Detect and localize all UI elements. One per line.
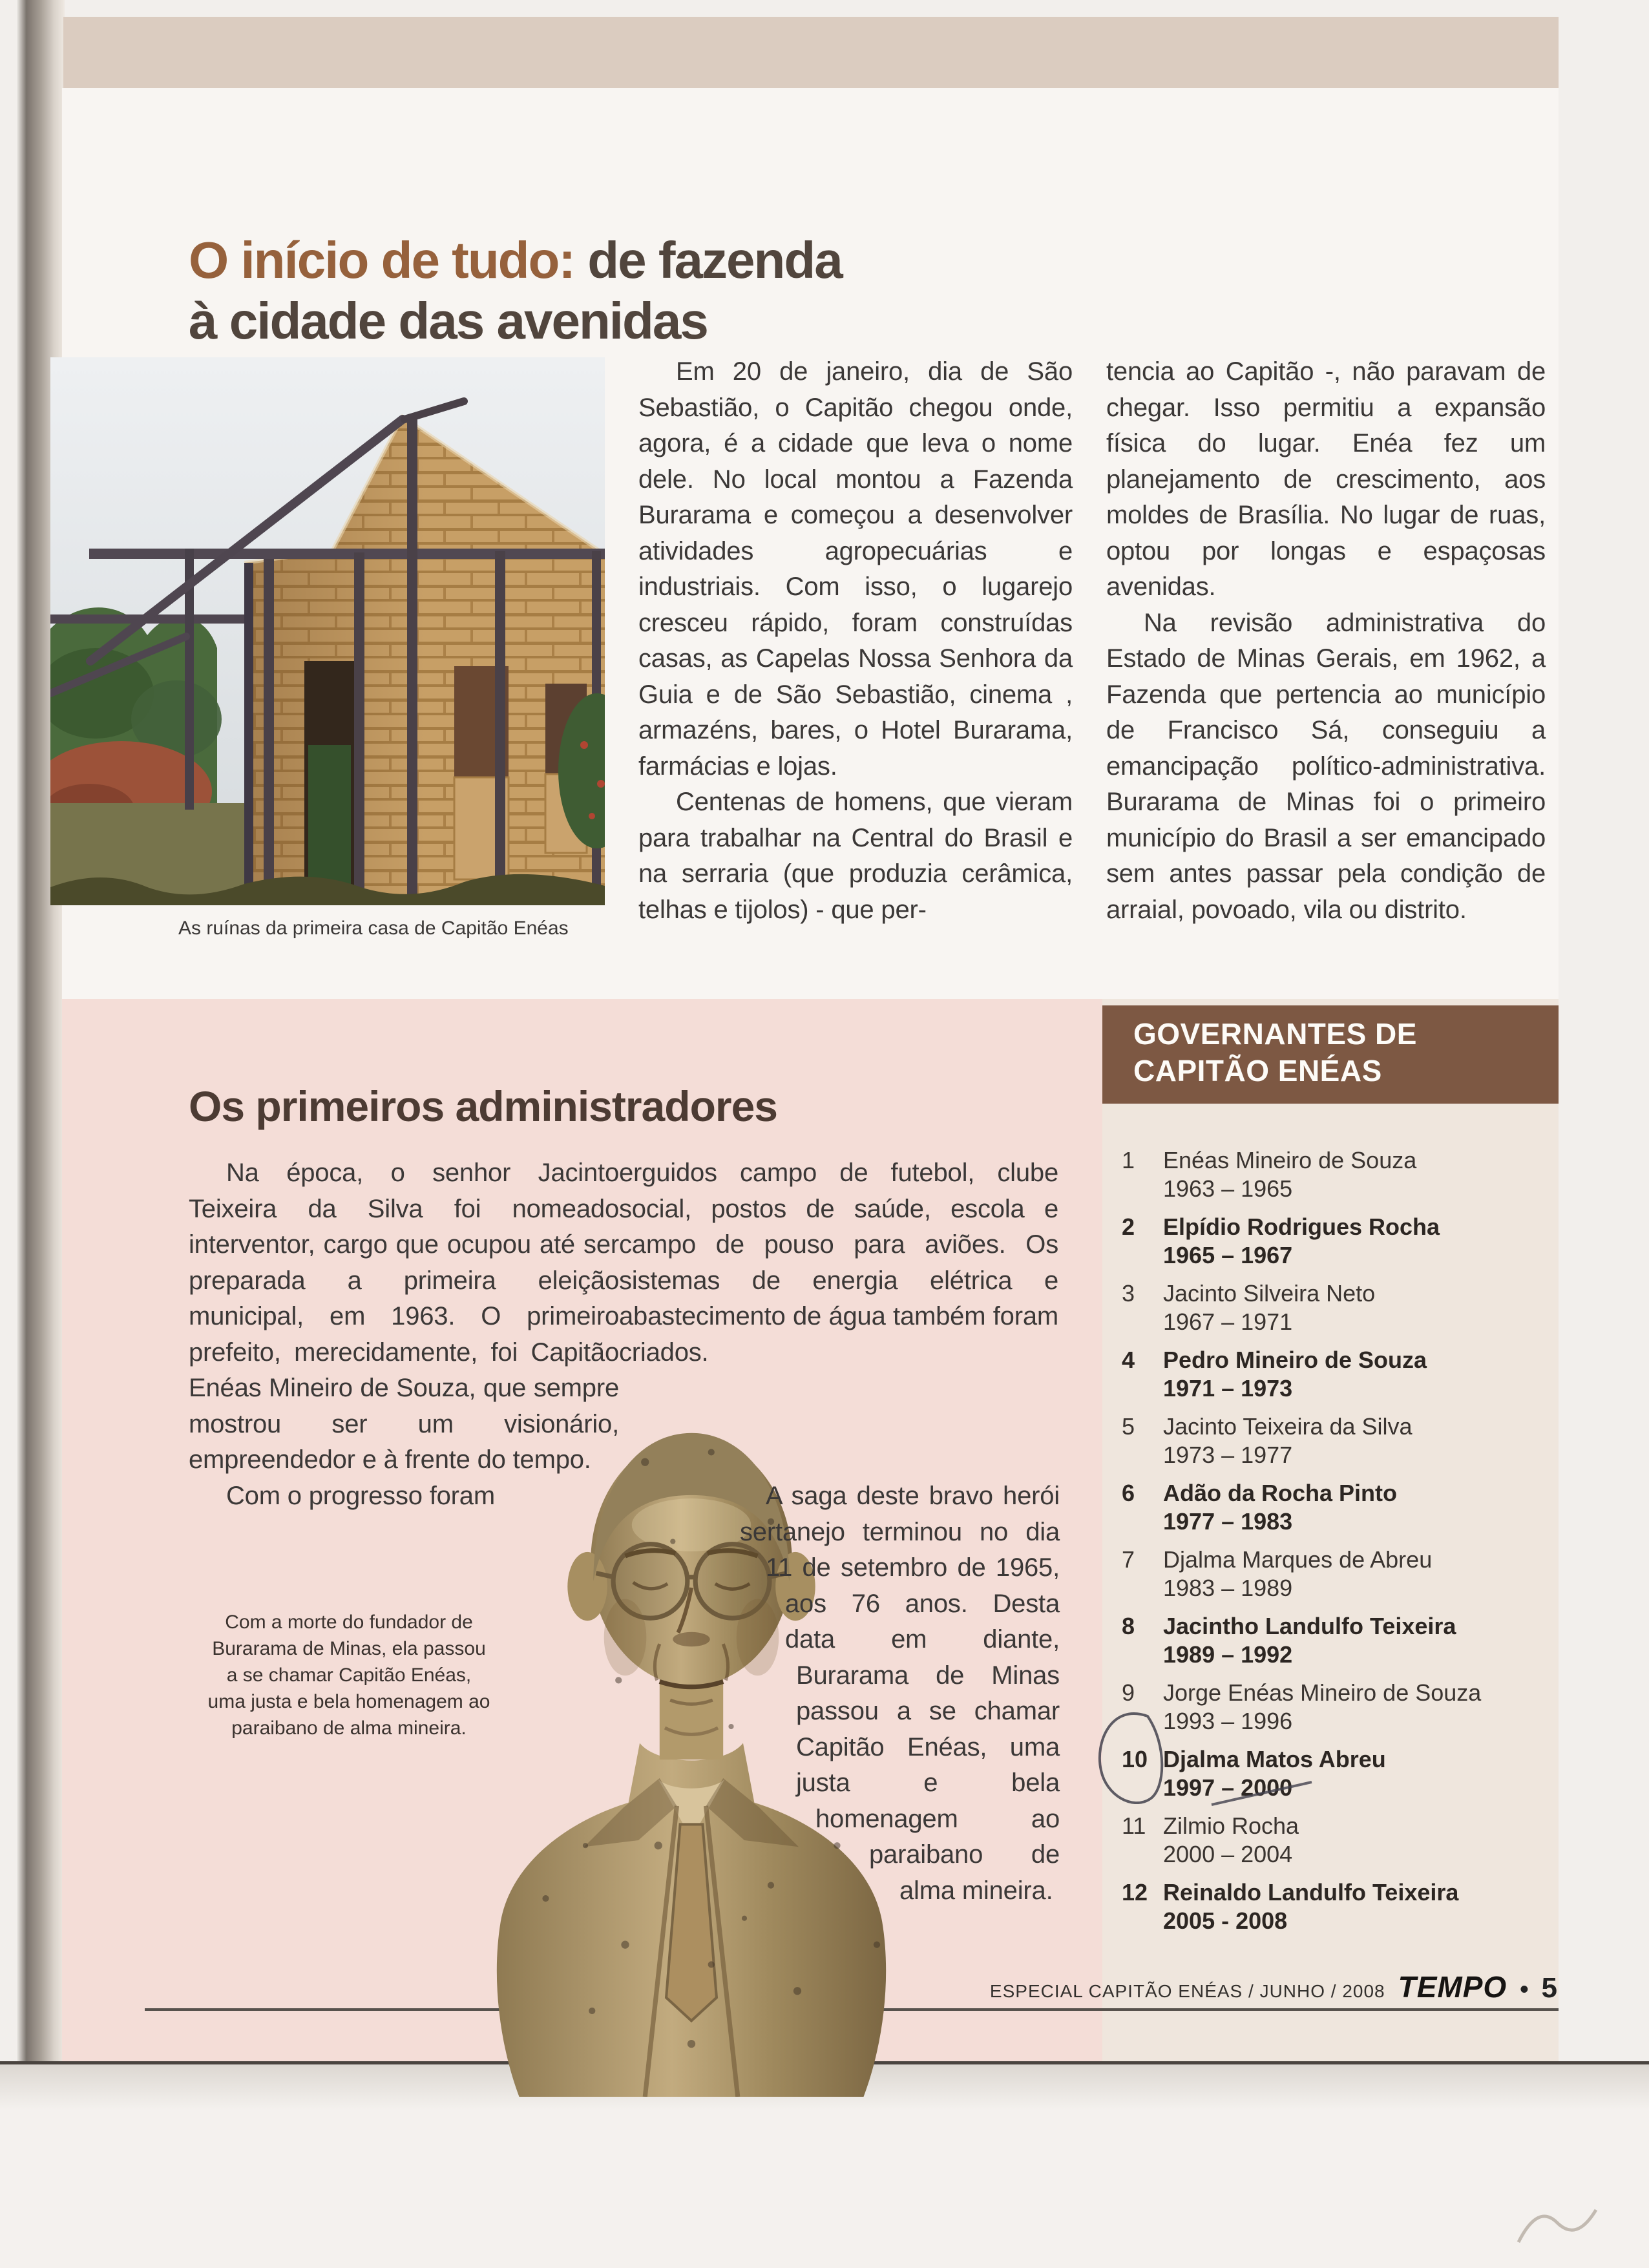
article2-column-middle [619, 1155, 1058, 1370]
governor-years: 1989 – 1992 [1163, 1641, 1293, 1668]
governor-number: 2 [1122, 1213, 1135, 1240]
governor-number: 12 [1122, 1879, 1148, 1906]
governor-row [1122, 1479, 1548, 1536]
governor-number: 7 [1122, 1546, 1135, 1573]
section-heading: Os primeiros administradores [189, 1082, 777, 1130]
footer-separator: • [1520, 1976, 1529, 2003]
governor-years: 1977 – 1983 [1163, 1508, 1293, 1535]
wrap-spacer [672, 1478, 740, 1550]
governor-years: 1963 – 1965 [1163, 1175, 1293, 1202]
wrap-spacer [672, 1838, 869, 1874]
governor-name: Enéas Mineiro de Souza [1163, 1147, 1417, 1173]
paragraph: Na época, o senhor Jacinto Teixeira da Silva foi nomeado interventor, cargo que ocupou até ser preparada a primeira eleição municipal, em 1963. O primeiro prefeito, merecidamente, foi Capitão Enéas Mineiro de Souza, que sempre mostrou ser um visionário, empreendedor e à frente do tempo. [189, 1159, 619, 1474]
bust-caption: Com a morte do fundador de Burarama de Minas, ela passou a se chamar Capitão Enéas, uma justa e bela homenagem ao paraibano de alma mineira. [207, 1612, 490, 1739]
governor-number: 6 [1122, 1480, 1135, 1506]
page-spine-shadow [17, 0, 65, 2268]
paragraph: tencia ao Capitão -, não paravam de chegar. Isso permitiu a expansão física do lugar. Enéa fez um planejamento de crescimento, aos moldes de Brasília. No lugar de ruas, optou por longas e espaçosas avenidas. [1106, 357, 1546, 601]
paragraph: A saga deste bravo herói sertanejo terminou no dia 11 de setembro de 1965, aos 76 anos. Desta data em diante, Burarama de Minas passou a se chamar Capitão Enéas, uma justa e bela homenagem ao paraibano de alma mineira. [740, 1482, 1060, 1905]
governor-row [1122, 1679, 1548, 1736]
governor-years: 2000 – 2004 [1163, 1841, 1293, 1867]
governor-name: Reinaldo Landulfo Teixeira [1163, 1879, 1459, 1906]
paragraph: Na revisão administrativa do Estado de Minas Gerais, em 1962, a Fazenda que pertencia ao município de Francisco Sá, conseguiu a emancipação político-administrativa. Burarama de Minas foi o primeiro município do Brasil a ser emancipado sem antes passar pela condição de arraial, povoado, vila ou distrito. [1106, 608, 1546, 924]
governor-name: Elpídio Rodrigues Rocha [1163, 1213, 1440, 1240]
governor-row [1122, 1878, 1548, 1935]
governor-name: Djalma Marques de Abreu [1163, 1546, 1433, 1573]
governor-row [1122, 1745, 1548, 1802]
governor-row [1122, 1812, 1548, 1869]
ruins-photo [50, 357, 605, 905]
governor-row [1122, 1412, 1548, 1469]
wrap-spacer [672, 1874, 899, 1984]
governor-number: 5 [1122, 1413, 1135, 1440]
governor-row [1122, 1612, 1548, 1669]
governor-years: 1993 – 1996 [1163, 1708, 1293, 1734]
photo-caption: As ruínas da primeira casa de Capitão Enéas [178, 918, 569, 939]
footer-issue-text: ESPECIAL CAPITÃO ENÉAS / JUNHO / 2008 [989, 1981, 1385, 2001]
governor-years: 1967 – 1971 [1163, 1308, 1293, 1335]
pen-strike-mark [1208, 1776, 1318, 1811]
sidebar-header [1102, 1005, 1559, 1104]
governor-name: Jacinto Teixeira da Silva [1163, 1413, 1413, 1440]
governor-name: Jacintho Landulfo Teixeira [1163, 1613, 1456, 1639]
governor-row [1122, 1279, 1548, 1336]
wrap-spacer [672, 1801, 815, 1838]
wrap-spacer [672, 1658, 796, 1801]
pen-circle-mark [1091, 1707, 1168, 1804]
paragraph: Em 20 de janeiro, dia de São Sebastião, o Capitão chegou onde, agora, é a cidade que leva o nome dele. No local montou a Fazenda Burarama e começou a desenvolver atividades agropecuárias e industriais. Com isso, o lugarejo cresceu rápido, foram construídas casas, as Capelas Nossa Senhora da Guia e de São Sebastião, cinema , armazéns, bares, o Hotel Burarama, farmácias e lojas. [638, 357, 1073, 781]
governor-years: 1971 – 1973 [1163, 1375, 1293, 1402]
article2-wrap-column [672, 1478, 1060, 1984]
governor-row [1122, 1146, 1548, 1203]
governor-years: 2005 - 2008 [1163, 1907, 1288, 1934]
page-title-rest: de fazenda [574, 231, 842, 289]
governor-years: 1983 – 1989 [1163, 1575, 1293, 1601]
governor-number: 10 [1122, 1746, 1148, 1772]
paragraph: Com o progresso foram [226, 1481, 495, 1510]
governor-number: 1 [1122, 1147, 1135, 1173]
governor-name: Jorge Enéas Mineiro de Souza [1163, 1679, 1482, 1706]
governor-row [1122, 1546, 1548, 1602]
governor-name: Jacinto Silveira Neto [1163, 1280, 1376, 1307]
governor-years: 1973 – 1977 [1163, 1442, 1293, 1468]
governor-number: 3 [1122, 1280, 1135, 1307]
governor-row [1122, 1346, 1548, 1403]
page-number: 5 [1541, 1972, 1557, 2004]
scan-smudge [1512, 2190, 1602, 2255]
wrap-spacer [672, 1550, 766, 1586]
sidebar-header-line2: CAPITÃO ENÉAS [1133, 1054, 1382, 1087]
article1-column-right [1106, 354, 1546, 928]
governor-number: 4 [1122, 1347, 1135, 1373]
top-color-band [63, 17, 1559, 88]
governor-number: 9 [1122, 1679, 1135, 1706]
governor-number: 11 [1122, 1812, 1146, 1839]
sidebar-header-line1: GOVERNANTES DE [1133, 1017, 1417, 1051]
governor-name: Pedro Mineiro de Souza [1163, 1347, 1427, 1373]
page-title-accent: O início de tudo: [189, 231, 575, 289]
governor-name: Adão da Rocha Pinto [1163, 1480, 1398, 1506]
governor-row [1122, 1213, 1548, 1270]
paragraph: Centenas de homens, que vieram para trabalhar na Central do Brasil e na serraria (que produzia cerâmica, telhas e tijolos) - que per- [638, 788, 1073, 924]
page-title-line2: à cidade das avenidas [189, 292, 708, 350]
governor-years: 1965 – 1967 [1163, 1242, 1293, 1268]
article1-column-left [638, 354, 1073, 928]
governor-years: 1997 – 2000 [1163, 1774, 1293, 1801]
governor-name: Zilmio Rocha [1163, 1812, 1299, 1839]
paragraph: erguidos campo de futebol, clube social, postos de saúde, escola e campo de pouso para aviões. Os sistemas de energia elétrica e abastecimento de água também foram criados. [619, 1159, 1058, 1367]
governor-name: Djalma Matos Abreu [1163, 1746, 1386, 1772]
magazine-logo: TEMPO [1398, 1970, 1507, 2004]
wrap-spacer [672, 1586, 785, 1658]
governor-number: 8 [1122, 1613, 1135, 1639]
governors-list [1122, 1146, 1548, 1945]
page-title [189, 230, 1158, 352]
